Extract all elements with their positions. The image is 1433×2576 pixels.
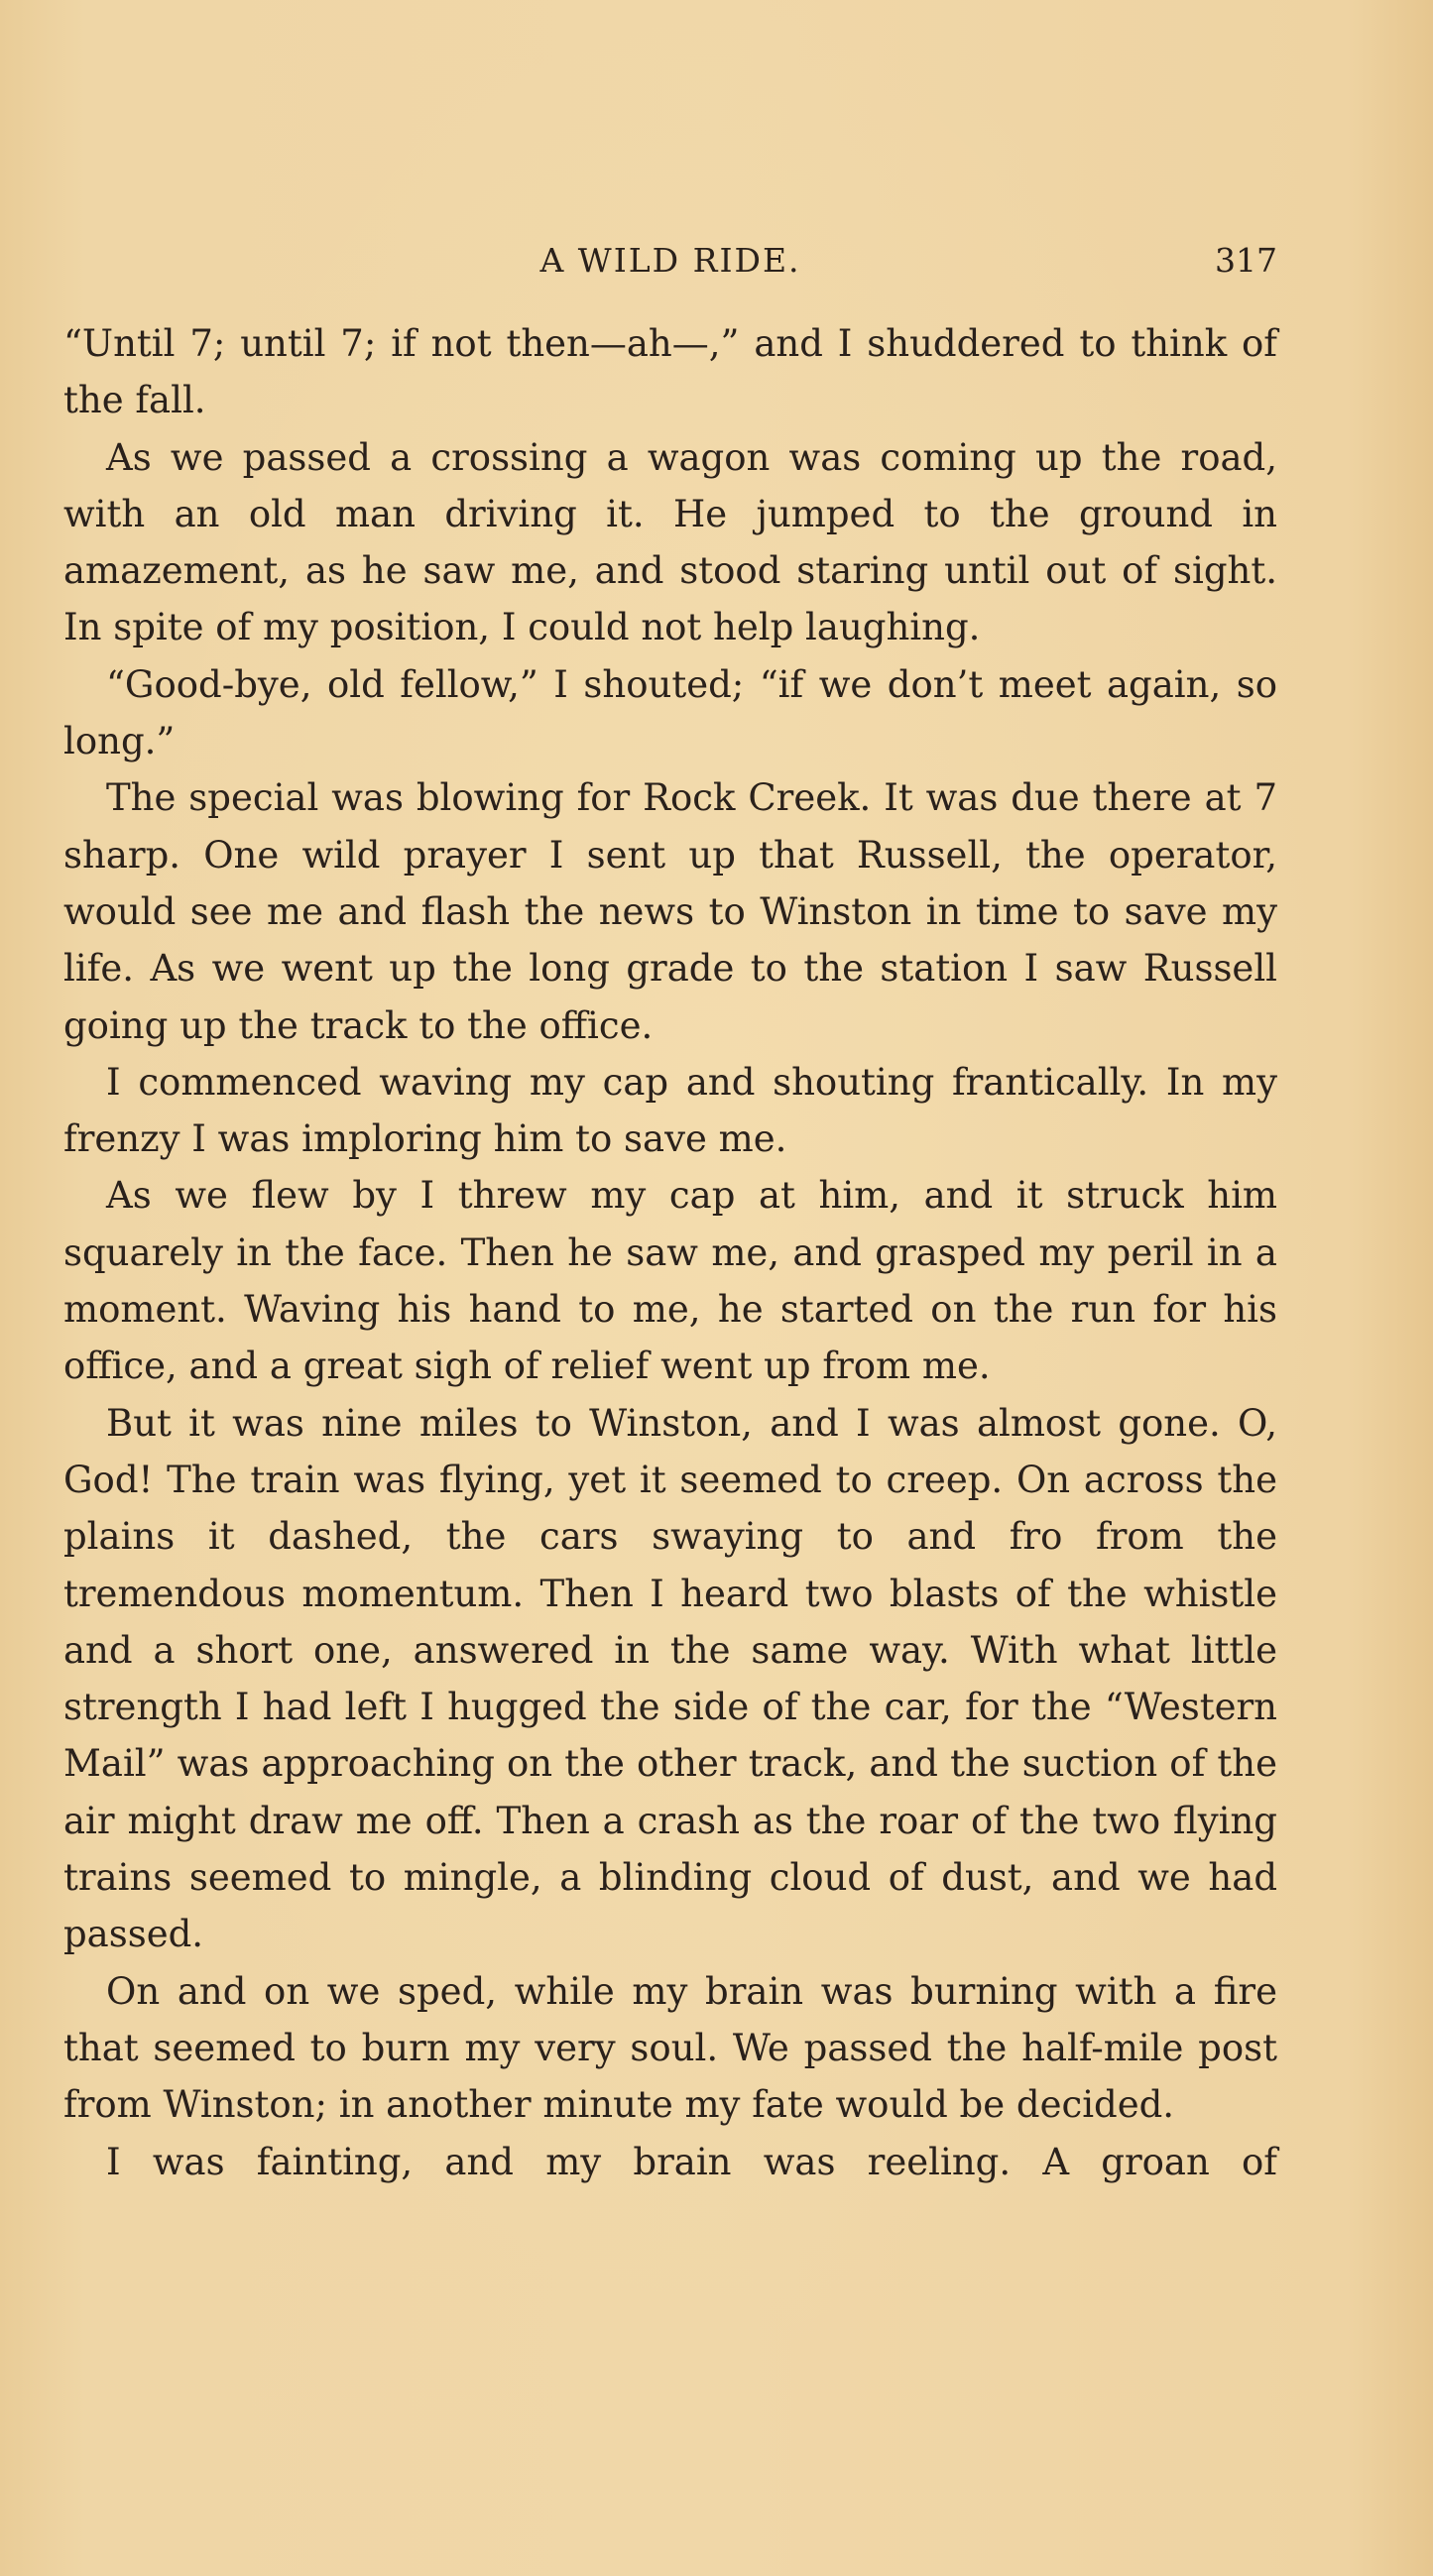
paragraph-1: “Until 7; until 7; if not then—ah—,” and I shuddered to think of the fall.	[63, 322, 1277, 422]
paragraph-8: On and on we sped, while my brain was burning with a fire that seemed to burn my very soul. We passed the half-mile post from Winston; in another minute my fate would be decided.	[63, 1969, 1277, 2127]
paragraph-6: As we flew by I threw my cap at him, and it struck him squarely in the face. Then he saw me, and grasped my peril in a moment. Waving his hand to me, he started on the run for his office, and a great sigh of relief went up from me.	[63, 1174, 1277, 1388]
body-text	[63, 315, 1277, 2190]
page-header	[63, 236, 1277, 286]
paragraph-4: The special was blowing for Rock Creek. It was due there at 7 sharp. One wild prayer I sent up that Russell, the operator, would see me and flash the news to Winston in time to save my life. As we went up the long grade to the station I saw Russell going up the track to the office.	[63, 776, 1277, 1047]
paragraph-7: But it was nine miles to Winston, and I was almost gone. O, God! The train was flying, yet it seemed to creep. On across the plains it dashed, the cars swaying to and fro from the tremendous momentum. Then I heard two blasts of the whistle and a short one, answered in the same way. With what little strength I had left I hugged the side of the car, for the “Western Mail” was approaching on the other track, and the suction of the air might draw me off. Then a crash as the roar of the two flying trains seemed to mingle, a blinding cloud of dust, and we had passed.	[63, 1401, 1277, 1956]
paragraph-5: I commenced waving my cap and shouting frantically. In my frenzy I was imploring him to save me.	[63, 1060, 1277, 1161]
paragraph-9: I was fainting, and my brain was reeling. A groan of	[106, 2140, 1277, 2183]
paragraph-3: “Good-bye, old fellow,” I shouted; “if we don’t meet again, so long.”	[63, 662, 1277, 763]
paragraph-2: As we passed a crossing a wagon was coming up the road, with an old man driving it. He jumped to the ground in amazement, as he saw me, and stood staring until out of sight. In spite of my position, I could not help laughing.	[63, 435, 1277, 649]
running-title: A WILD RIDE.	[539, 241, 801, 280]
page-number: 317	[1215, 241, 1277, 280]
